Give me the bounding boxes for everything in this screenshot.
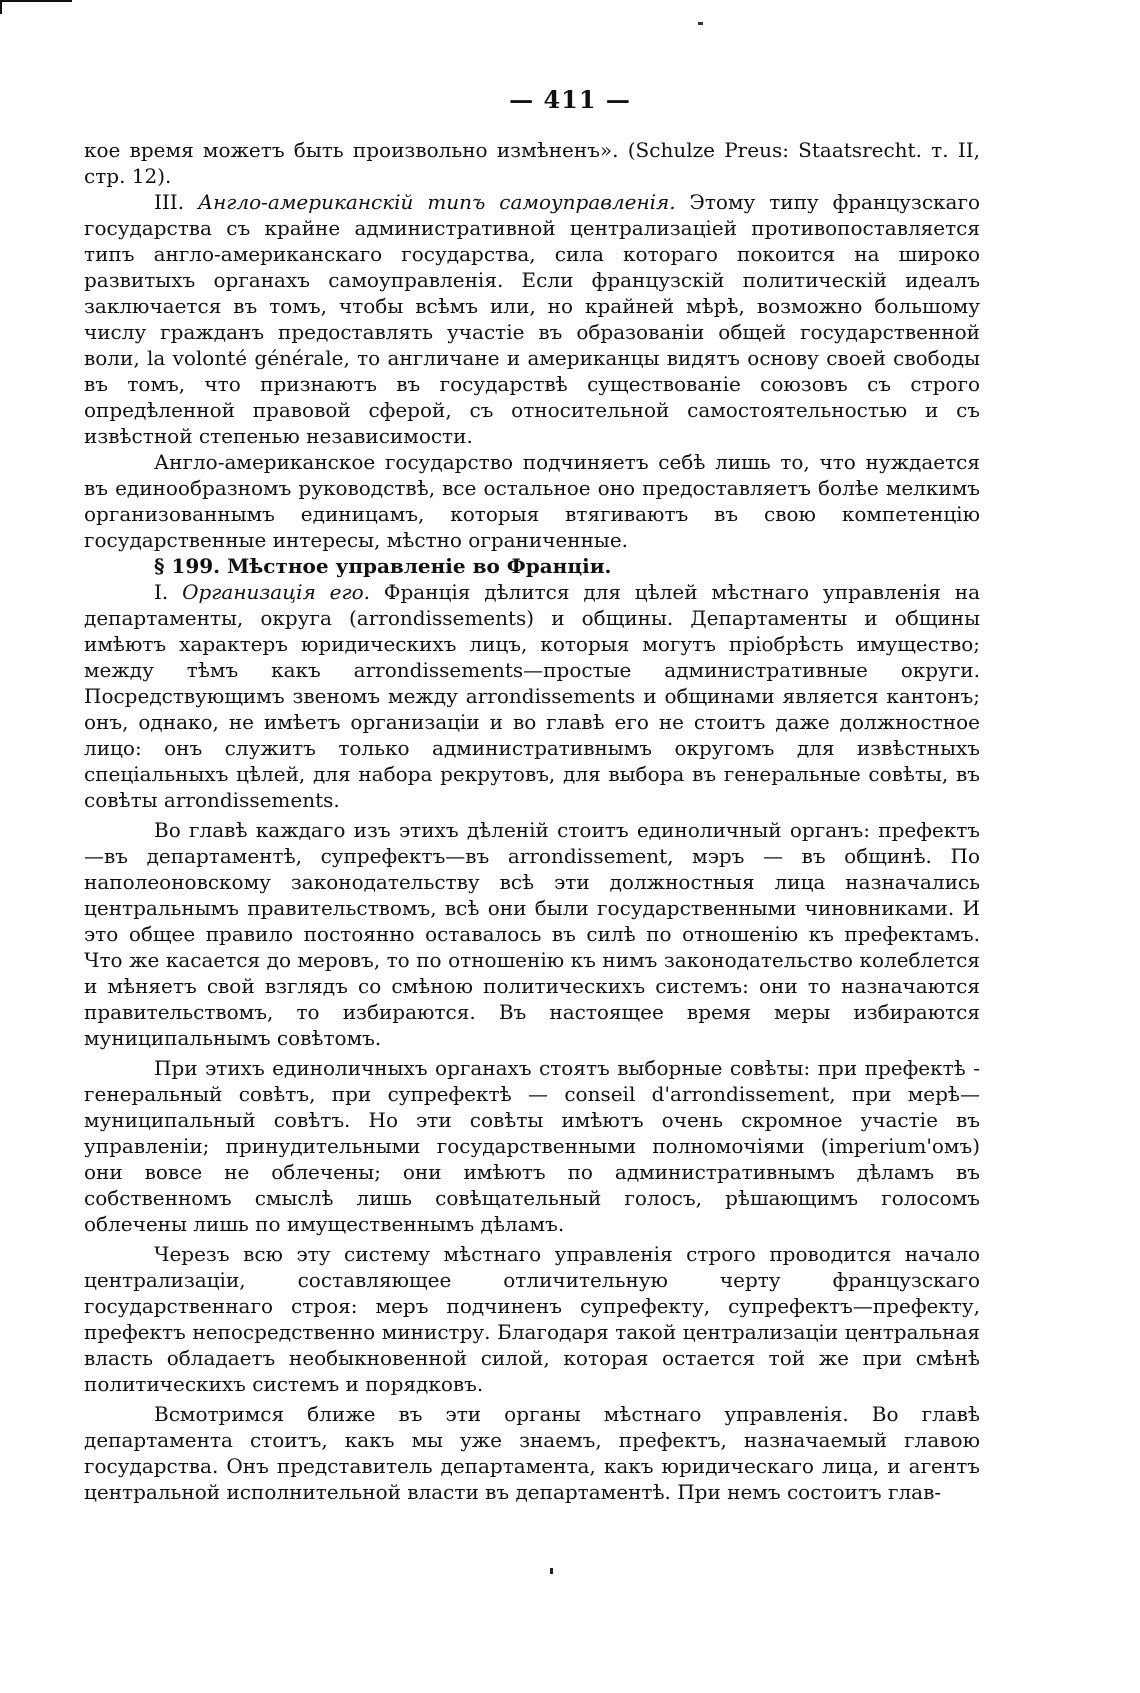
paragraph-text: Англо-американское государство подчиняетъ себѣ лишь то, что нуждается въ единообразномъ руководствѣ, все остальное оно предоставляетъ болѣе мелкимъ организованнымъ единицамъ, которыя втягиваютъ въ свою компетенцію государственные интересы, мѣстно ограниченные.: [84, 450, 980, 552]
paragraph-italic-title: Англо-американскій типъ самоуправленія.: [197, 190, 676, 214]
page-number: — 411 —: [509, 85, 631, 114]
paragraph-text: кое время можетъ быть произвольно измѣненъ». (Schulze Preus: Staatsrecht. т. II, стр. 12).: [84, 138, 980, 188]
paragraph-text: При этихъ единоличныхъ органахъ стоятъ выборные совѣты: при префектѣ - генеральный совѣтъ, при супрефектѣ — conseil d'arrondissement, при мерѣ—муниципальный совѣтъ. Но эти совѣты имѣютъ очень скромное участіе въ управленіи; принудительными государственными полномочіями (imperium'омъ) они вовсе не облечены; они имѣютъ по административнымъ дѣламъ въ собственномъ смыслѣ лишь совѣщательный голосъ, рѣшающимъ голосомъ облечены лишь по имущественнымъ дѣламъ.: [84, 1056, 980, 1236]
paragraph-elected-councils: [84, 1055, 980, 1237]
paragraph-text: Франція дѣлится для цѣлей мѣстнаго управленія на департаменты, округа (arrondissements) и общины. Департаменты и общины имѣютъ характеръ юридическихъ лицъ, которыя могутъ пріобрѣсть имущество; между тѣмъ какъ arrondissements—простые административные округи. Посредствующимъ звеномъ между arrondissements и общинами является кантонъ; онъ, однако, не имѣетъ организаціи и во главѣ его не стоитъ даже должностное лицо: онъ служитъ только административнымъ округомъ для извѣстныхъ спеціальныхъ цѣлей, для набора рекрутовъ, для выбора въ генеральные совѣты, въ совѣты arrondissements.: [84, 580, 980, 812]
paragraph-heads-of-divisions: [84, 817, 980, 1051]
paragraph-text: Всмотримся ближе въ эти органы мѣстнаго управленія. Во главѣ департамента стоитъ, какъ мы уже знаемъ, префектъ, назначаемый главою государства. Онъ представитель департамента, какъ юридическаго лица, и агентъ центральной исполнительной власти въ департаментѣ. При немъ состоитъ глав-: [84, 1402, 980, 1504]
scan-speck: [698, 22, 703, 25]
paragraph-continuation: [84, 137, 980, 189]
paragraph-lead: I.: [154, 580, 183, 604]
paragraph-text: Во главѣ каждаго изъ этихъ дѣленій стоитъ единоличный органъ: префектъ—въ департаментѣ, супрефектъ—въ arrondissement, мэръ — въ общинѣ. По наполеоновскому законодательству всѣ эти должностныя лица назначались центральнымъ правительствомъ, всѣ они были государственными чиновниками. И это общее правило постоянно оставалось въ силѣ по отношенію къ префектамъ. Что же касается до меровъ, то по отношенію къ нимъ законодательство колеблется и мѣняетъ свой взглядъ со смѣною политическихъ системъ: они то назначаются правительствомъ, то избираются. Въ настоящее время меры избираются муниципальнымъ совѣтомъ.: [84, 818, 980, 1050]
scan-corner-mark: [0, 0, 72, 14]
paragraph-centralization: [84, 1241, 980, 1397]
paragraph-anglo-american-type: [84, 189, 980, 449]
page-body: [84, 137, 980, 1505]
paragraph-text: Черезъ всю эту систему мѣстнаго управленія строго проводится начало централизаціи, составляющее отличительную черту французскаго государственнаго строя: меръ подчиненъ супрефекту, супрефектъ—префекту, префектъ непосредственно министру. Благодаря такой централизаціи центральная власть обладаетъ необыкновенной силой, которая остается той же при смѣнѣ политическихъ системъ и порядковъ.: [84, 1242, 980, 1396]
section-title: § 199. Мѣстное управленіе во Франціи.: [154, 554, 612, 578]
paragraph-italic-title: Организація его.: [182, 580, 370, 604]
paragraph-organization: [84, 579, 980, 813]
paragraph-anglo-american-state: [84, 449, 980, 553]
paragraph-department-organs: [84, 1401, 980, 1505]
paragraph-lead: III.: [154, 190, 198, 214]
paragraph-text: Этому типу французскаго государства съ крайне административной централизаціей противопоставляется типъ англо-американскаго государства, сила котораго покоится на широко развитыхъ органахъ самоуправленія. Если французскій политическій идеалъ заключается въ томъ, чтобы всѣмъ или, но крайней мѣрѣ, возможно большому числу гражданъ предоставлять участіе въ образованіи общей государственной воли, la volonté générale, то англичане и американцы видятъ основу своей свободы въ томъ, что признаютъ въ государствѣ существованіе союзовъ съ строго опредѣленной правовой сферой, съ относительной самостоятельностью и съ извѣстной степенью независимости.: [84, 190, 980, 448]
section-heading: [84, 553, 980, 579]
scan-speck: [550, 1568, 553, 1574]
